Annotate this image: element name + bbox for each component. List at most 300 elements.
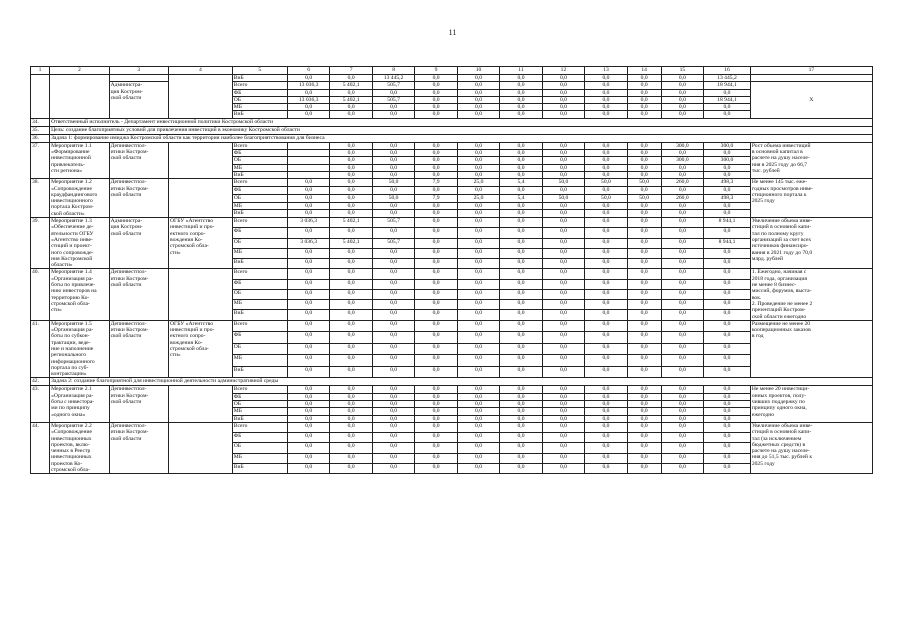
value-cell: 0,0 [500, 422, 542, 432]
value-cell: 0,0 [415, 218, 457, 228]
value-cell: 0,0 [661, 89, 703, 96]
value-cell: 0,0 [287, 393, 329, 400]
result-cell [750, 320, 872, 378]
result-cell-line: 2025 году [751, 198, 775, 205]
value-cell: 0,0 [661, 202, 703, 210]
value-cell: 0,0 [287, 453, 329, 463]
partner-line: ОГБУ «Агентство [170, 320, 214, 327]
value-cell: 0,0 [457, 401, 499, 408]
value-cell: 0,0 [585, 111, 627, 118]
result-mark: X [750, 82, 872, 118]
value-cell: 0,0 [415, 408, 457, 415]
value-cell: 0,0 [500, 259, 542, 269]
value-cell: 0,0 [330, 386, 372, 393]
funding-source: ВиБ [232, 111, 287, 118]
value-cell: 3 036,3 [287, 238, 329, 248]
result-cell-line: стиций в основной капи- [751, 429, 812, 436]
column-number: 16 [704, 67, 751, 75]
result-cell-line: ежегодно [751, 411, 775, 418]
value-cell: 50,0 [627, 194, 661, 202]
value-cell: 0,0 [415, 171, 457, 178]
value-cell: 0,0 [415, 238, 457, 248]
value-cell: 0,0 [372, 343, 414, 355]
value-cell: 0,0 [457, 96, 499, 103]
value-cell: 0,0 [500, 202, 542, 210]
funding-source: МБ [232, 453, 287, 463]
value-cell: 0,0 [627, 310, 661, 320]
value-cell: 0,0 [330, 164, 372, 171]
executor [109, 75, 168, 82]
value-cell: 13 036,3 [287, 96, 329, 103]
value-cell: 0,0 [661, 408, 703, 415]
value-cell: 0,0 [542, 82, 584, 89]
measure-name-line: Мероприятие 1.1 [51, 142, 92, 149]
value-cell: 0,0 [500, 332, 542, 344]
measure-name-line: Мероприятие 1.4 [51, 269, 92, 276]
value-cell: 0,0 [330, 464, 372, 474]
measure-name [50, 269, 109, 320]
executor-line: итики Костром- [110, 275, 149, 282]
column-number: 1 [31, 67, 50, 75]
value-cell: 0,0 [627, 401, 661, 408]
value-cell: 0,0 [627, 279, 661, 289]
value-cell: 0,0 [500, 453, 542, 463]
value-cell: 0,0 [457, 408, 499, 415]
value-cell: 0,0 [287, 259, 329, 269]
value-cell: 0,0 [585, 202, 627, 210]
column-number: 7 [330, 67, 372, 75]
value-cell: 0,0 [457, 453, 499, 463]
value-cell: 0,0 [627, 96, 661, 103]
value-cell: 0,0 [585, 82, 627, 89]
row-number: 35. [31, 126, 50, 134]
value-cell: 0,0 [372, 164, 414, 171]
measure-name-line: «Сопровождение [51, 185, 92, 192]
value-cell: 0,0 [661, 355, 703, 367]
value-cell: 0,0 [542, 443, 584, 453]
result-cell-line: тал по полному кругу [751, 230, 804, 237]
executor-line: ция Костром- [110, 88, 143, 95]
value-cell: 498,3 [704, 179, 751, 187]
result-cell-line: Не менее 20 инвестици- [751, 386, 810, 393]
value-cell: 0,0 [415, 310, 457, 320]
measure-name-line: территорию Ко- [51, 294, 90, 301]
value-cell: 0,0 [330, 269, 372, 279]
value-cell: 0,0 [415, 142, 457, 149]
value-cell: 0,0 [704, 366, 751, 378]
value-cell: 0,0 [500, 142, 542, 149]
measure-name-line: «одного окна» [51, 411, 86, 418]
partner-line: сти» [170, 249, 181, 256]
value-cell: 0,0 [500, 279, 542, 289]
result-cell-line: млрд. рублей [751, 255, 783, 262]
partner-line: стромской обла- [170, 243, 209, 250]
page-number: 11 [448, 28, 457, 37]
value-cell: 0,0 [542, 300, 584, 310]
measure-name-line: боты по привлече- [51, 282, 96, 289]
partner-line: сти» [170, 352, 181, 359]
executor-line: итики Костром- [110, 185, 149, 192]
value-cell: 0,0 [542, 150, 584, 157]
value-cell: 0,0 [287, 89, 329, 96]
value-cell: 0,0 [585, 210, 627, 218]
column-number: 3 [109, 67, 168, 75]
value-cell: 0,0 [372, 422, 414, 432]
value-cell: 0,0 [500, 443, 542, 453]
value-cell: 0,0 [500, 366, 542, 378]
value-cell: 0,0 [704, 187, 751, 195]
measure-name-line: «Организация ра- [51, 392, 94, 399]
value-cell: 0,0 [627, 210, 661, 218]
value-cell: 0,0 [372, 150, 414, 157]
value-cell: 0,0 [627, 393, 661, 400]
value-cell: 0,0 [415, 104, 457, 111]
value-cell: 0,0 [415, 164, 457, 171]
value-cell: 0,0 [627, 269, 661, 279]
value-cell: 0,0 [704, 104, 751, 111]
value-cell: 50,0 [542, 194, 584, 202]
executor [109, 422, 168, 473]
value-cell: 0,0 [704, 150, 751, 157]
value-cell: 0,0 [287, 202, 329, 210]
value-cell: 0,0 [415, 320, 457, 332]
value-cell: 0,0 [457, 443, 499, 453]
value-cell: 0,0 [330, 366, 372, 378]
value-cell: 0,0 [661, 443, 703, 453]
column-number: 2 [50, 67, 109, 75]
value-cell: 0,0 [372, 210, 414, 218]
value-cell: 0,0 [542, 320, 584, 332]
value-cell: 0,0 [661, 320, 703, 332]
value-cell: 50,0 [585, 194, 627, 202]
program-funding-table [30, 66, 873, 474]
funding-source: ОБ [232, 289, 287, 299]
value-cell [287, 157, 329, 164]
measure-name-line: «Агентство инве- [51, 236, 93, 243]
value-cell: 0,0 [372, 157, 414, 164]
value-cell: 0,0 [457, 164, 499, 171]
value-cell: 0,0 [704, 89, 751, 96]
value-cell: 0,0 [627, 300, 661, 310]
value-cell: 0,0 [457, 82, 499, 89]
value-cell: 0,0 [500, 150, 542, 157]
value-cell: 0,0 [457, 422, 499, 432]
value-cell: 5,4 [500, 179, 542, 187]
measure-name-line: сти региона» [51, 167, 83, 174]
table-row [31, 142, 873, 149]
measure-name-line: «Обеспечение де- [51, 224, 94, 231]
column-number: 6 [287, 67, 329, 75]
value-cell: 0,0 [500, 111, 542, 118]
row-number: 43. [31, 386, 50, 422]
value-cell: 0,0 [542, 157, 584, 164]
value-cell: 0,0 [330, 408, 372, 415]
funding-source: ФБ [232, 89, 287, 96]
result-cell-line: вок. [751, 294, 762, 301]
value-cell: 0,0 [500, 415, 542, 422]
value-cell: 0,0 [542, 210, 584, 218]
funding-source: Всего [232, 82, 287, 89]
measure-name-line: инвестиционной [51, 155, 91, 162]
funding-source: ОБ [232, 96, 287, 103]
value-cell: 0,0 [585, 355, 627, 367]
value-cell: 5 402,1 [330, 218, 372, 228]
measure-name [50, 75, 109, 119]
value-cell: 0,0 [542, 89, 584, 96]
value-cell: 0,0 [542, 269, 584, 279]
value-cell: 0,0 [661, 75, 703, 82]
section-row [31, 378, 873, 386]
result-cell-line: ской области ежегодно [751, 313, 807, 320]
value-cell: 0,0 [661, 332, 703, 344]
value-cell: 0,0 [457, 332, 499, 344]
value-cell: 0,0 [542, 415, 584, 422]
value-cell [287, 164, 329, 171]
table-row [31, 75, 873, 82]
executor [109, 269, 168, 320]
value-cell: 0,0 [330, 433, 372, 443]
funding-source: Всего [232, 269, 287, 279]
value-cell: 0,0 [287, 75, 329, 82]
value-cell: 0,0 [415, 422, 457, 432]
value-cell: 0,0 [500, 300, 542, 310]
funding-source: МБ [232, 164, 287, 171]
executor-line: Депинвестпол- [110, 142, 147, 149]
value-cell: 0,0 [627, 75, 661, 82]
executor-line: Администра- [110, 218, 143, 225]
value-cell: 0,0 [542, 408, 584, 415]
row-number: 37. [31, 142, 50, 178]
result-cell-line: стиций в основной капи- [751, 224, 812, 231]
value-cell: 0,0 [704, 259, 751, 269]
result-cell-line: ния в 2025 году до 66,7 [751, 161, 808, 168]
funding-source: ФБ [232, 433, 287, 443]
value-cell: 0,0 [542, 248, 584, 258]
table-row [31, 82, 873, 89]
value-cell: 0,0 [330, 355, 372, 367]
row-number: 38. [31, 179, 50, 218]
executor-line: Депинвестпол- [110, 386, 147, 393]
partner [169, 269, 233, 320]
funding-source: ВиБ [232, 415, 287, 422]
executor [109, 82, 168, 118]
value-cell: 50,0 [372, 194, 414, 202]
value-cell: 0,0 [372, 142, 414, 149]
value-cell: 0,0 [415, 150, 457, 157]
value-cell: 0,0 [457, 248, 499, 258]
value-cell: 0,0 [415, 343, 457, 355]
section-title: Задача 1: формирование имиджа Костромской области как территории наиболее благоприятствования для бизнеса [50, 134, 873, 142]
value-cell: 0,0 [627, 89, 661, 96]
value-cell: 0,0 [585, 218, 627, 228]
value-cell: 0,0 [457, 157, 499, 164]
partner [169, 75, 233, 119]
value-cell: 0,0 [704, 453, 751, 463]
value-cell: 0,0 [704, 289, 751, 299]
value-cell: 0,0 [627, 408, 661, 415]
value-cell: 0,0 [415, 332, 457, 344]
row-number: 42. [31, 378, 50, 386]
value-cell: 0,0 [704, 415, 751, 422]
funding-source: ОБ [232, 343, 287, 355]
executor-line: ской области [110, 435, 142, 442]
measure-name-line: краудфандингового [51, 191, 98, 198]
column-number: 4 [169, 67, 233, 75]
result-cell [750, 218, 872, 269]
value-cell: 0,0 [500, 187, 542, 195]
value-cell: 0,0 [704, 164, 751, 171]
value-cell: 0,0 [661, 238, 703, 248]
value-cell: 0,0 [627, 355, 661, 367]
measure-name-line: «Организация ра- [51, 327, 94, 334]
result-cell [750, 386, 872, 422]
value-cell: 0,0 [627, 386, 661, 393]
value-cell: 0,0 [415, 366, 457, 378]
value-cell: 0,0 [372, 453, 414, 463]
value-cell: 0,0 [372, 111, 414, 118]
value-cell: 0,0 [457, 366, 499, 378]
value-cell: 0,0 [287, 228, 329, 238]
value-cell: 0,0 [661, 150, 703, 157]
value-cell: 0,0 [661, 171, 703, 178]
value-cell: 0,0 [457, 386, 499, 393]
value-cell: 0,0 [330, 300, 372, 310]
partner-line: ектного сопро- [170, 333, 206, 340]
value-cell: 260,0 [661, 194, 703, 202]
row-number: 41. [31, 320, 50, 378]
row-number: 36. [31, 134, 50, 142]
value-cell: 0,0 [661, 269, 703, 279]
value-cell: 0,0 [415, 401, 457, 408]
value-cell: 18 944,1 [704, 96, 751, 103]
value-cell: 0,0 [627, 320, 661, 332]
value-cell: 0,0 [500, 248, 542, 258]
value-cell: 13 445,2 [372, 75, 414, 82]
value-cell [287, 171, 329, 178]
value-cell: 0,0 [500, 401, 542, 408]
value-cell: 0,0 [585, 259, 627, 269]
value-cell: 0,0 [372, 355, 414, 367]
measure-name-line: инвестиционных [51, 435, 92, 442]
value-cell: 0,0 [500, 464, 542, 474]
measure-name-line: информационного [51, 358, 95, 365]
value-cell: 0,0 [330, 453, 372, 463]
result-cell-line: Увеличение объема инве- [751, 218, 813, 225]
section-row [31, 126, 873, 134]
value-cell: 0,0 [704, 310, 751, 320]
value-cell: 0,0 [287, 415, 329, 422]
value-cell: 0,0 [415, 269, 457, 279]
value-cell: 0,0 [500, 171, 542, 178]
value-cell: 300,0 [661, 142, 703, 149]
funding-source: МБ [232, 355, 287, 367]
measure-name-line: ми по принципу [51, 405, 90, 412]
measure-name-line: ния Костромской [51, 255, 93, 262]
value-cell: 0,0 [415, 289, 457, 299]
value-cell: 0,0 [585, 343, 627, 355]
table-row [31, 218, 873, 228]
value-cell: 0,0 [704, 443, 751, 453]
value-cell: 0,0 [661, 104, 703, 111]
value-cell: 0,0 [542, 75, 584, 82]
executor-line: итики Костром- [110, 149, 149, 156]
value-cell: 0,0 [585, 320, 627, 332]
value-cell: 0,0 [500, 289, 542, 299]
value-cell: 0,0 [372, 443, 414, 453]
value-cell: 0,0 [500, 89, 542, 96]
value-cell: 0,0 [330, 343, 372, 355]
funding-source: ОБ [232, 401, 287, 408]
value-cell: 0,0 [704, 202, 751, 210]
column-number: 17 [750, 67, 872, 75]
value-cell: 0,0 [372, 320, 414, 332]
executor-line: Депинвестпол- [110, 320, 147, 327]
value-cell: 0,0 [585, 408, 627, 415]
value-cell: 50,0 [627, 179, 661, 187]
executor-line: Администра- [110, 82, 143, 89]
value-cell: 0,0 [457, 289, 499, 299]
value-cell: 0,0 [661, 386, 703, 393]
value-cell: 0,0 [415, 443, 457, 453]
value-cell: 0,0 [661, 187, 703, 195]
value-cell: 50,0 [585, 179, 627, 187]
value-cell: 0,0 [457, 89, 499, 96]
funding-source: МБ [232, 300, 287, 310]
value-cell: 0,0 [415, 82, 457, 89]
value-cell: 0,0 [500, 164, 542, 171]
value-cell: 0,0 [661, 415, 703, 422]
partner [169, 386, 233, 422]
value-cell: 0,0 [330, 393, 372, 400]
partner-line: инвестиций и про- [170, 224, 215, 231]
value-cell: 0,0 [704, 279, 751, 289]
value-cell: 0,0 [287, 464, 329, 474]
value-cell: 0,0 [704, 248, 751, 258]
value-cell: 0,0 [627, 202, 661, 210]
funding-source: Всего [232, 218, 287, 228]
value-cell: 0,0 [330, 279, 372, 289]
value-cell: 498,3 [704, 194, 751, 202]
executor-line: ской области [110, 282, 142, 289]
value-cell: 0,0 [372, 393, 414, 400]
value-cell: 0,0 [585, 96, 627, 103]
value-cell: 0,0 [585, 171, 627, 178]
measure-name-line: трактации, веде- [51, 339, 91, 346]
value-cell: 260,0 [661, 179, 703, 187]
result-cell-line: чивших поддержку по [751, 399, 805, 406]
value-cell: 505,7 [372, 238, 414, 248]
value-cell: 300,0 [704, 157, 751, 164]
value-cell: 0,0 [585, 300, 627, 310]
value-cell: 0,0 [415, 210, 457, 218]
result-cell-line: 2025 году [751, 460, 775, 467]
executor [109, 179, 168, 218]
row-number: 39. [31, 218, 50, 269]
result-cell-line: 2. Проведение не менее 2 [751, 300, 813, 307]
value-cell: 0,0 [661, 259, 703, 269]
value-cell: 0,0 [661, 422, 703, 432]
value-cell: 0,0 [500, 310, 542, 320]
value-cell: 0,0 [372, 269, 414, 279]
measure-name-line: ного сопровожде- [51, 249, 94, 256]
result-cell [750, 179, 872, 218]
executor-line: ской области [110, 191, 142, 198]
value-cell: 0,0 [457, 415, 499, 422]
value-cell: 0,0 [542, 289, 584, 299]
value-cell: 0,0 [457, 104, 499, 111]
funding-source: ФБ [232, 150, 287, 157]
partner-line: вождения Ко- [170, 236, 203, 243]
